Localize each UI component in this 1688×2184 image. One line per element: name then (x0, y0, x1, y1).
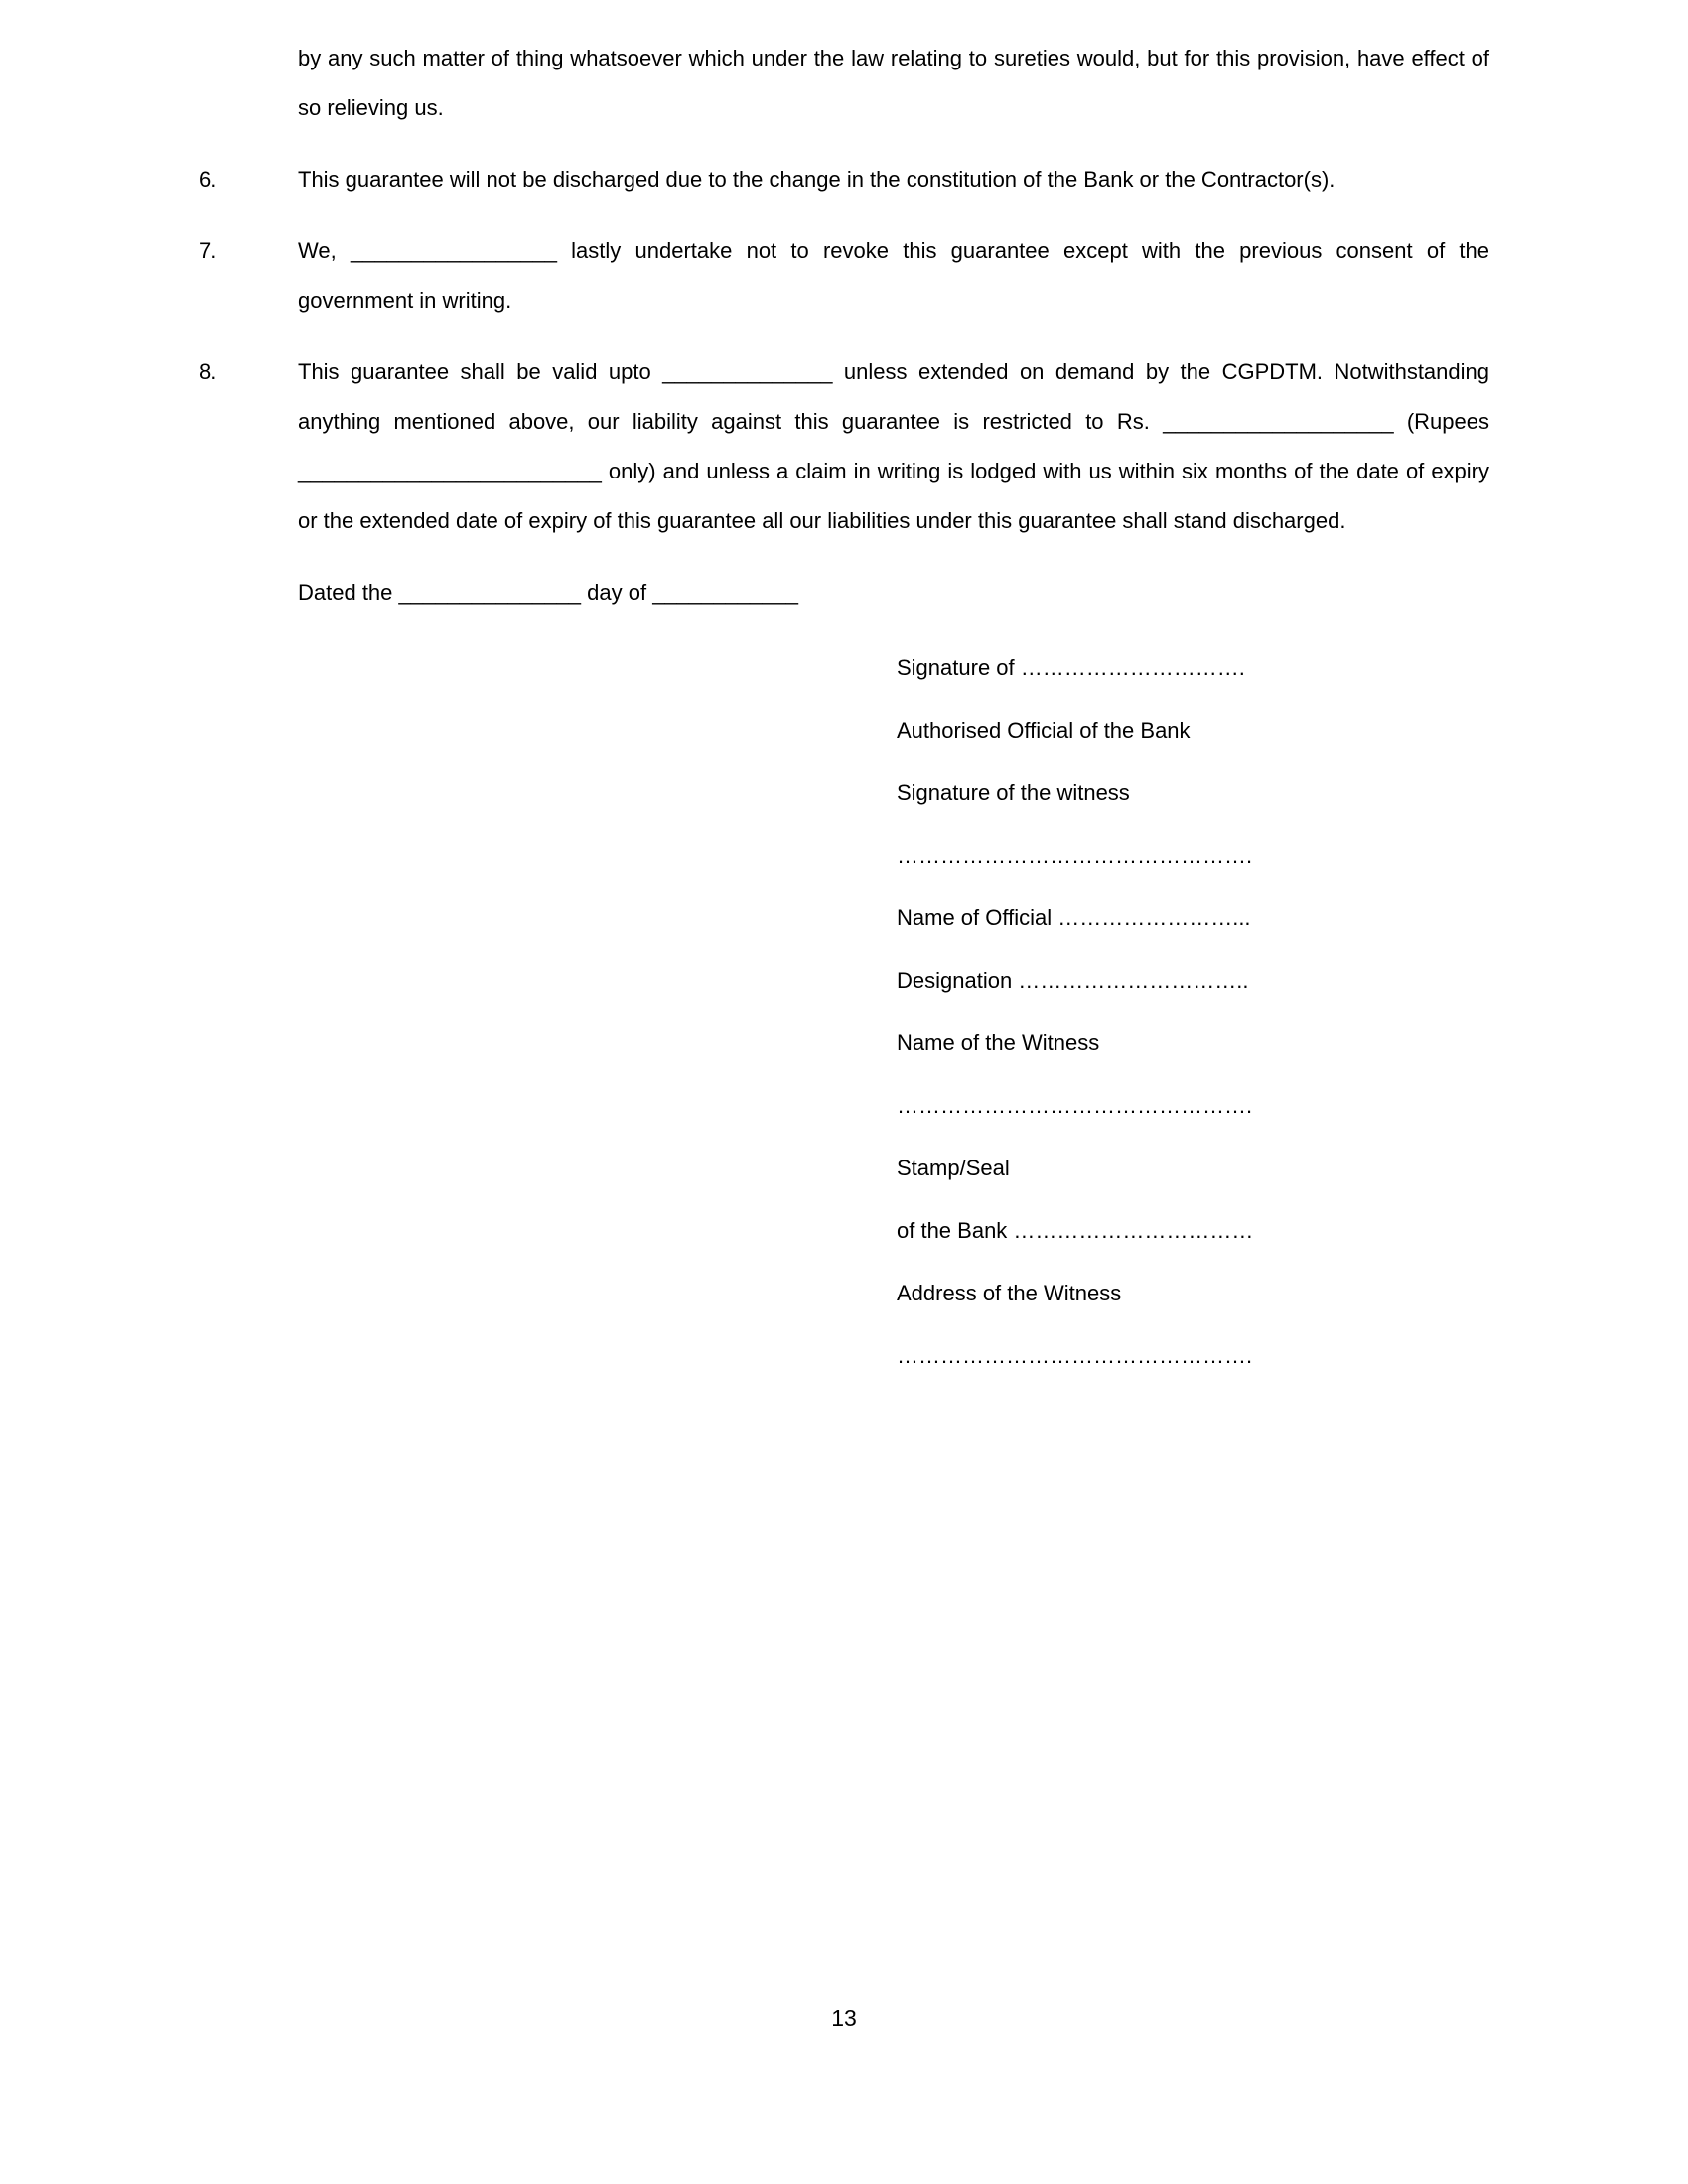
signature-of-line: Signature of …………………………. (897, 655, 1245, 680)
document-content (199, 34, 1489, 1394)
item-8-number: 8. (199, 359, 217, 384)
item-6-number: 6. (199, 167, 217, 192)
designation-line: Designation ………………………….. (897, 968, 1249, 993)
authorised-official-line: Authorised Official of the Bank (897, 718, 1191, 743)
dotted-line: …………………………………………. (897, 1343, 1253, 1368)
item-7-text: We, _________________ lastly undertake not to revoke this guarantee except with the previous consent of the government in writing. (298, 238, 1489, 313)
item-6-text: This guarantee will not be discharged due to the change in the constitution of the Bank or the Contractor(s). (298, 167, 1336, 192)
dotted-line: …………………………………………. (897, 843, 1253, 868)
list-item-6 (199, 155, 1489, 205)
list-item-8 (199, 347, 1489, 546)
page-number: 13 (831, 2005, 857, 2031)
dated-line: Dated the _______________ day of ____________ (298, 580, 799, 605)
dotted-line: …………………………………………. (897, 1093, 1253, 1118)
of-the-bank-line: of the Bank …………………………… (897, 1218, 1254, 1243)
intro-paragraph: by any such matter of thing whatsoever which under the law relating to sureties would, but for this provision, have effect of so relieving us. (298, 46, 1489, 120)
address-of-witness-line: Address of the Witness (897, 1281, 1122, 1305)
signature-block (897, 643, 1489, 1381)
name-of-official-line: Name of Official ……………………... (897, 905, 1251, 930)
signature-of-witness-line: Signature of the witness (897, 780, 1130, 805)
stamp-seal-line: Stamp/Seal (897, 1156, 1010, 1180)
item-7-number: 7. (199, 238, 217, 263)
item-8-text: This guarantee shall be valid upto ______________ unless extended on demand by the CGPDTM. Notwithstanding anything mentioned above, our liability against this guarantee is restricted to Rs. ___________________ (Rupees _________________________ only) and unless a claim in writing is lodged with us within six months of the date of expiry or the extended date of expiry of this guarantee all our liabilities under this guarantee shall stand discharged. (298, 359, 1489, 533)
list-item-7 (199, 226, 1489, 326)
name-of-witness-line: Name of the Witness (897, 1030, 1100, 1055)
